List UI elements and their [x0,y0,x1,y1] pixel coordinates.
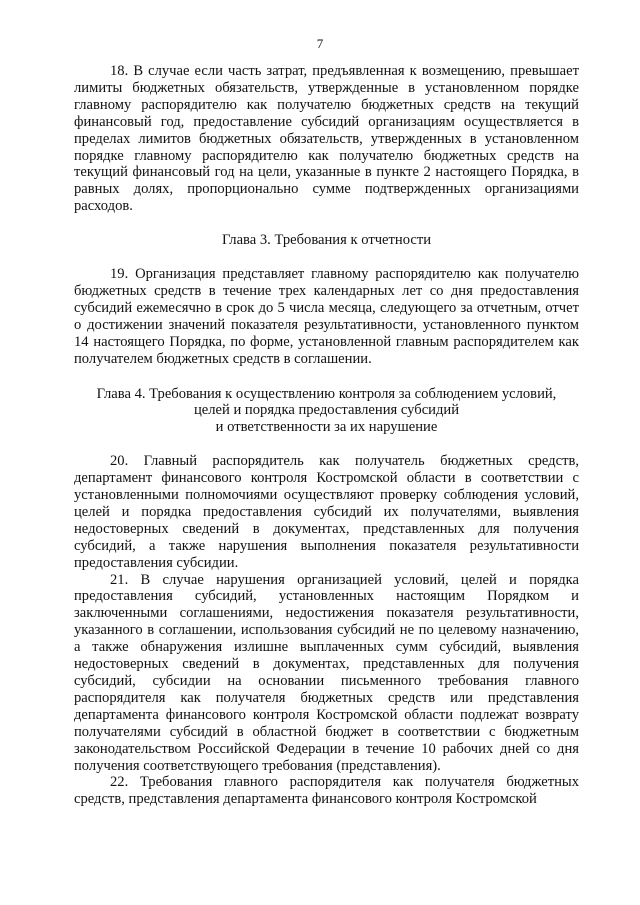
paragraph-19: 19. Организация представляет главному распорядителю как получателю бюджетных средств в течение трех календарных лет со дня предоставления субсидий ежемесячно в срок до 5 числа месяца, следующего за отчетным, отчет о достижении значений показателя результативности, установленного пунктом 14 настоящего Порядка, по форме, установленной главным распорядителем как получателем бюджетных средств в соглашении. [74,266,579,367]
paragraph-18: 18. В случае если часть затрат, предъявленная к возмещению, превышает лимиты бюджетных обязательств, утвержденные в установленном порядке главному распорядителю как получателю бюджетных средств на текущий финансовый год, предоставление субсидий организациям осуществляется в пределах лимитов бюджетных обязательств, утвержденных в установленном порядке главному распорядителю как получателю бюджетных средств на текущий финансовый год на цели, указанные в пункте 2 настоящего Порядка, в равных долях, пропорционально сумме подтвержденных организациями расходов. [74,63,579,215]
paragraph-21: 21. В случае нарушения организацией условий, целей и порядка предоставления субсидий, установленных настоящим Порядком и заключенными соглашениями, недостижения показателя результативности, указанного в соглашении, использования субсидий не по целевому назначению, а также обнаружения излишне выплаченных сумм субсидий, выявления недостоверных сведений в документах, представленных для получения субсидий, субсидии на основании письменного требования главного распорядителя как получателя бюджетных средств или представления департамента финансового контроля Костромской области подлежат возврату получателями субсидий в областной бюджет в соответствии с бюджетным законодательством Российской Федерации в течение 10 рабочих дней со дня получения соответствующего требования (представления). [74,571,579,774]
chapter-4-heading-line-1: Глава 4. Требования к осуществлению контроля за соблюдением условий, [96,385,557,402]
paragraph-20: 20. Главный распорядитель как получатель бюджетных средств, департамент финансового контроля Костромской области в соответствии с установленными полномочиями осуществляют проверку соблюдения условий, целей и порядка предоставления субсидий их получателями, выявления недостоверных сведений в документах, представленных для получения субсидий, а также нарушения выполнения показателя результативности предоставления субсидии. [74,453,579,571]
paragraph-22: 22. Требования главного распорядителя как получателя бюджетных средств, представления департамента финансового контроля Костромской [74,774,579,808]
chapter-4-heading-line-2: целей и порядка предоставления субсидий [193,402,460,419]
chapter-3-heading: Глава 3. Требования к отчетности [221,232,432,249]
document-body [74,63,579,808]
page-number: 7 [316,36,324,51]
chapter-4-heading [74,386,579,437]
chapter-4-heading-line-3: и ответственности за их нарушение [215,419,438,436]
